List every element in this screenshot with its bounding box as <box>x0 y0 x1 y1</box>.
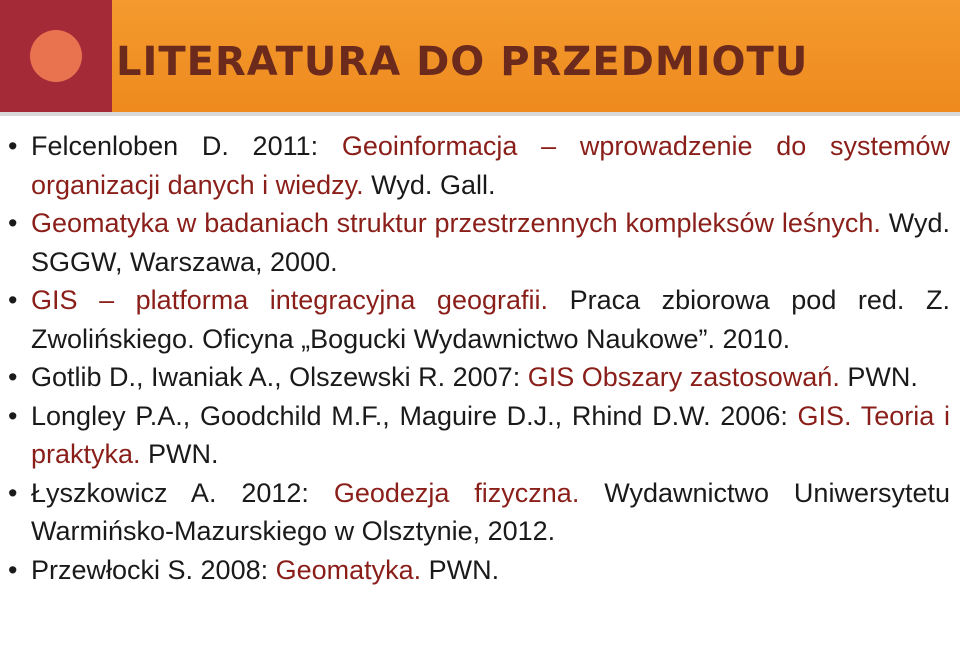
title-banner <box>0 0 960 112</box>
circle-decoration-icon <box>30 30 82 82</box>
reference-title: Geoinformacja – wprowadzenie do systemów organizacji danych i wiedzy. <box>31 131 950 200</box>
reference-publisher: Wydawnictwo Uniwersytetu Warmińsko-Mazurskiego w Olsztynie, 2012. <box>31 477 950 546</box>
reference-title: GIS Obszary zastosowań. <box>527 362 840 392</box>
reference-item <box>0 397 950 474</box>
title-divider <box>0 112 960 116</box>
reference-item <box>0 204 950 281</box>
reference-list <box>0 127 950 589</box>
banner-accent-block <box>0 0 112 112</box>
reference-authors: Przewłocki S. 2008: <box>31 554 276 585</box>
reference-publisher: PWN. <box>140 439 219 469</box>
reference-title: Geomatyka. <box>275 554 422 585</box>
reference-publisher: PWN. <box>839 362 918 392</box>
reference-publisher: Wyd. SGGW, Warszawa, 2000. <box>31 208 950 277</box>
reference-authors: Łyszkowicz A. 2012: <box>31 477 334 508</box>
reference-title: GIS – platforma integracyjna geografii. <box>31 285 548 315</box>
reference-title: Geomatyka w badaniach struktur przestrzennych kompleksów leśnych. <box>31 208 881 238</box>
reference-authors: Felcenloben D. 2011: <box>31 131 342 161</box>
slide-title: LITERATURA DO PRZEDMIOTU <box>116 39 809 85</box>
reference-authors: Longley P.A., Goodchild M.F., Maguire D.J., Rhind D.W. 2006: <box>31 400 798 431</box>
reference-publisher: Praca zbiorowa pod red. Z. Zwolińskiego. Oficyna „Bogucki Wydawnictwo Naukowe”. 2010. <box>31 285 950 354</box>
reference-item <box>0 281 950 358</box>
reference-item <box>0 551 950 590</box>
reference-title: GIS. Teoria i praktyka. <box>31 400 950 469</box>
reference-publisher: Wyd. Gall. <box>363 169 496 200</box>
reference-item <box>0 474 950 551</box>
reference-publisher: PWN. <box>421 554 500 585</box>
reference-authors: Gotlib D., Iwaniak A., Olszewski R. 2007: <box>31 362 528 392</box>
reference-item <box>0 358 950 397</box>
reference-item <box>0 127 950 204</box>
reference-title: Geodezja fizyczna. <box>333 477 580 508</box>
